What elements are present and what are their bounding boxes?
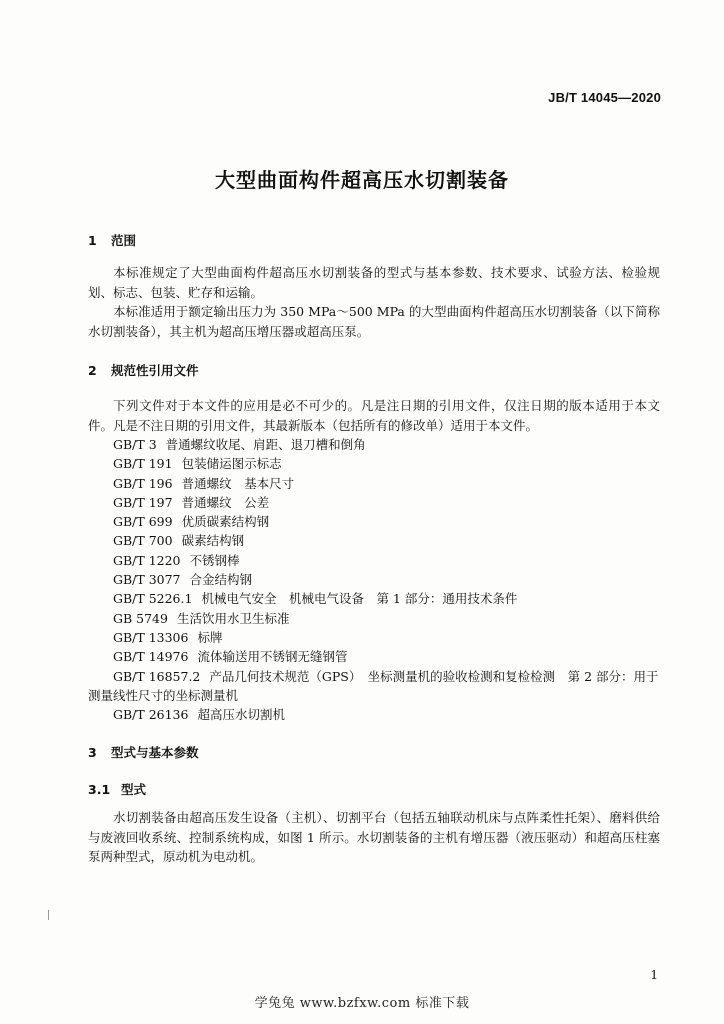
watermark-footer: 学兔兔 www.bzfxw.com 标准下载 <box>254 996 470 1011</box>
reference-item <box>113 454 673 473</box>
reference-item <box>113 705 673 724</box>
reference-item <box>113 493 673 512</box>
reference-code: GB/T 5226.1 <box>113 591 193 607</box>
reference-item <box>113 435 673 454</box>
reference-item <box>113 628 673 647</box>
reference-name: 普通螺纹收尾、肩距、退刀槽和倒角 <box>165 437 366 452</box>
reference-name: 合金结构钢 <box>189 572 253 588</box>
section-1-paragraph-1: 本标准规定了大型曲面构件超高压水切割装备的型式与基本参数、技术要求、试验方法、检验规划、标志、包装、贮存和运输。 <box>88 265 660 300</box>
reference-item <box>113 609 673 628</box>
reference-item <box>113 570 673 589</box>
reference-name: 流体输送用不锈钢无缝钢管 <box>197 649 348 665</box>
reference-name: 产品几何技术规范（GPS） 坐标测量机的验收检测和复检检测 第 2 部分：用于测量线性尺寸的坐标测量机 <box>88 668 659 703</box>
reference-code: GB/T 13306 <box>113 629 189 645</box>
section-3-heading <box>88 743 199 761</box>
section-1-heading <box>88 231 136 249</box>
reference-item <box>88 667 660 706</box>
reference-name: 普通螺纹 公差 <box>181 494 270 510</box>
reference-code: GB/T 3 <box>113 437 157 452</box>
reference-name: 包装储运图示标志 <box>181 456 282 472</box>
reference-item <box>113 551 673 570</box>
section-title: 范围 <box>111 233 137 248</box>
reference-code: GB/T 196 <box>113 475 173 491</box>
reference-code: GB/T 14976 <box>113 649 189 665</box>
reference-code: GB/T 191 <box>113 456 173 472</box>
section-2-heading <box>88 361 199 379</box>
reference-code: GB/T 699 <box>113 514 173 530</box>
reference-name: 不锈钢棒 <box>189 552 240 568</box>
reference-item <box>113 647 673 666</box>
reference-code: GB/T 16857.2 <box>113 668 201 684</box>
section-1-paragraph-2: 本标准适用于额定输出压力为 350 MPa～500 MPa 的大型曲面构件超高压水切割装备（以下简称水切割装备），其主机为超高压增压器或超高压泵。 <box>88 304 660 339</box>
reference-code: GB/T 26136 <box>113 707 189 723</box>
section-number: 3 <box>88 745 97 760</box>
margin-mark <box>48 910 49 920</box>
section-2-intro: 下列文件对于本文件的应用是必不可少的。凡是注日期的引用文件，仅注日期的版本适用于本文件。凡是不注日期的引用文件，其最新版本（包括所有的修改单）适用于本文件。 <box>88 398 660 433</box>
section-title: 规范性引用文件 <box>111 363 199 378</box>
reference-list <box>88 435 673 724</box>
standard-code: JB/T 14045—2020 <box>548 90 661 105</box>
reference-name: 优质碳素结构钢 <box>181 514 270 530</box>
reference-code: GB/T 197 <box>113 494 173 510</box>
reference-item <box>113 474 673 493</box>
section-3-1-paragraph: 水切割装备由超高压发生设备（主机）、切割平台（包括五轴联动机床与点阵柔性托架）、磨料供给与废液回收系统、控制系统构成，如图 1 所示。水切割装备的主机有增压器（液压驱动）和超高压柱塞泵两种型式，原动机为电动机。 <box>88 810 660 864</box>
reference-name: 普通螺纹 基本尺寸 <box>181 475 295 491</box>
reference-item <box>113 531 673 550</box>
reference-code: GB/T 3077 <box>113 572 181 588</box>
document-title: 大型曲面构件超高压水切割装备 <box>215 168 509 192</box>
section-number: 2 <box>88 363 97 378</box>
section-number: 1 <box>88 233 97 248</box>
reference-name: 标牌 <box>197 629 223 645</box>
reference-code: GB/T 1220 <box>113 552 181 568</box>
subsection-number: 3.1 <box>88 782 111 797</box>
reference-name: 生活饮用水卫生标准 <box>176 610 290 626</box>
reference-name: 碳素结构钢 <box>181 533 245 549</box>
reference-code: GB/T 700 <box>113 533 173 549</box>
reference-item <box>113 512 673 531</box>
section-3-1-heading <box>88 780 146 798</box>
section-title: 型式与基本参数 <box>111 745 199 760</box>
subsection-title: 型式 <box>121 782 147 797</box>
reference-code: GB 5749 <box>113 610 168 626</box>
reference-item <box>113 589 673 608</box>
reference-name: 超高压水切割机 <box>197 707 285 723</box>
page-number: 1 <box>650 968 658 982</box>
reference-name: 机械电气安全 机械电气设备 第 1 部分：通用技术条件 <box>201 591 518 607</box>
